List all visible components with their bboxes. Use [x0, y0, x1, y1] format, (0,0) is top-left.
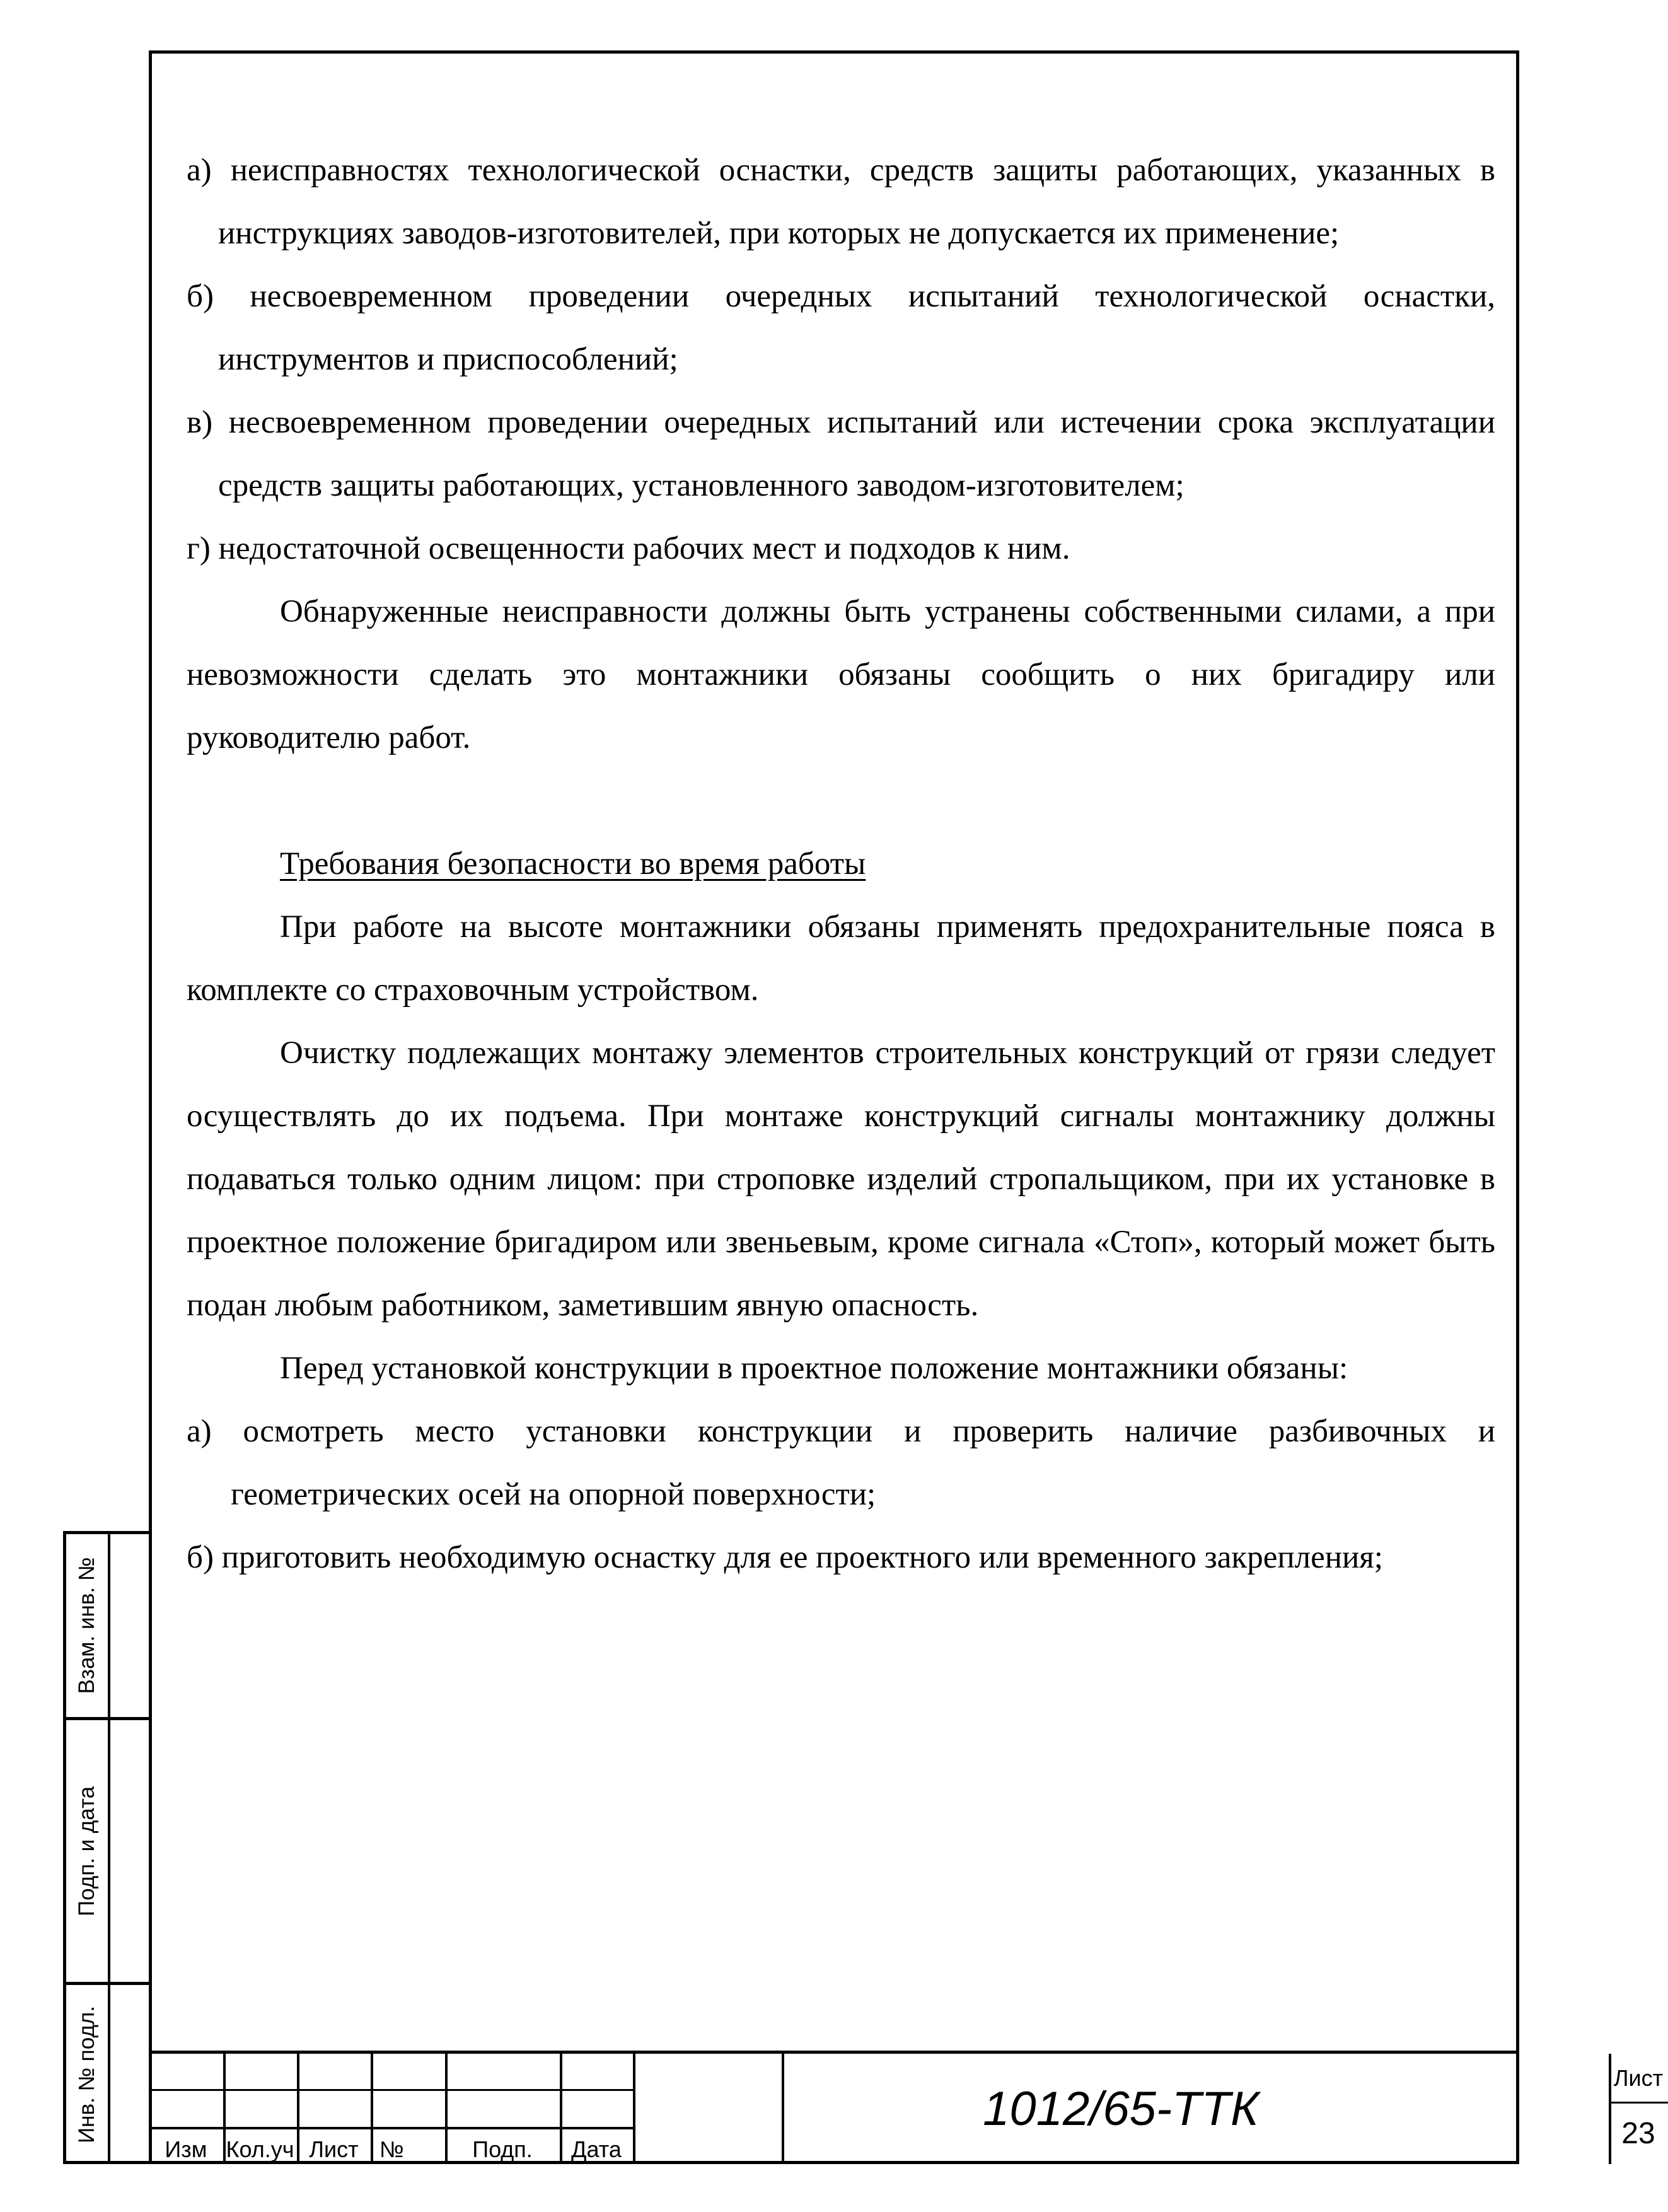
side-label-inv-original: Инв. № подл. — [74, 2005, 99, 2144]
header-kol-uch: Кол.уч — [226, 2136, 294, 2162]
paragraph-list-item-a: а) неисправностях технологической оснастки, средств защиты работающих, указанных в инструкциях заводов-изготовителей, при которых не допускается их применение; — [187, 153, 1495, 251]
side-row-inv-replace — [66, 1534, 149, 1717]
paragraph-height-work: При работе на высоте монтажники обязаны применять предохранительные пояса в комплекте со страховочным устройством. — [187, 909, 1495, 1008]
header-izm: Изм — [165, 2136, 207, 2162]
paragraph-defects: Обнаруженные неисправности должны быть устранены собственными силами, а при невозможности сделать это монтажники обязаны сообщить о них бригадиру или руководителю работ. — [187, 594, 1495, 755]
paragraph-list-item-v: в) несвоевременном проведении очередных испытаний или истечении срока эксплуатации средств защиты работающих, установленного заводом-изготовителем; — [187, 405, 1495, 503]
paragraph-before-install: Перед установкой конструкции в проектное положение монтажники обязаны: — [280, 1351, 1348, 1386]
paragraph-cleaning-signals: Очистку подлежащих монтажу элементов строительных конструкций от грязи следует осуществлять до их подъема. При монтаже конструкций сигналы монтажнику должны подаваться только одним лицом: при строповке изделий стропальщиком, при их установке в проектное положение бригадиром или звеньевым, кроме сигнала «Стоп», который может быть подан любым работником, заметившим явную опасность. — [187, 1035, 1495, 1323]
paragraph-list-item-g: г) недостаточной освещенности рабочих мест и подходов к ним. — [187, 531, 1070, 566]
side-label-sign-date: Подп. и дата — [74, 1786, 99, 1916]
side-label-inv-replace: Взам. инв. № — [74, 1557, 99, 1694]
document-body — [187, 139, 1495, 1589]
paragraph-install-item-b: б) приготовить необходимую оснастку для ее проектного или временного закрепления; — [187, 1540, 1383, 1575]
section-heading-text: Требования безопасности во время работы — [280, 846, 866, 882]
side-stamp — [63, 1531, 149, 2164]
header-sign: Подп. — [472, 2136, 533, 2162]
side-row-inv-original — [66, 1982, 149, 2164]
sheet-number: 23 — [1621, 2117, 1655, 2150]
section-heading — [187, 832, 1495, 895]
document-code: 1012/65-ТТК — [983, 2082, 1259, 2136]
title-block — [149, 2051, 1664, 2164]
side-row-sign-date — [66, 1717, 149, 1982]
header-number: № — [379, 2136, 404, 2162]
paragraph-list-item-b: б) несвоевременном проведении очередных испытаний технологической оснастки, инструментов и приспособлений; — [187, 279, 1495, 377]
sheet-label: Лист — [1613, 2065, 1664, 2091]
header-date: Дата — [571, 2136, 622, 2162]
paragraph-spacer — [187, 769, 1495, 832]
header-list: Лист — [309, 2136, 359, 2162]
paragraph-install-item-a: а) осмотреть место установки конструкции и проверить наличие разбивочных и геометрических осей на опорной поверхности; — [187, 1414, 1495, 1512]
